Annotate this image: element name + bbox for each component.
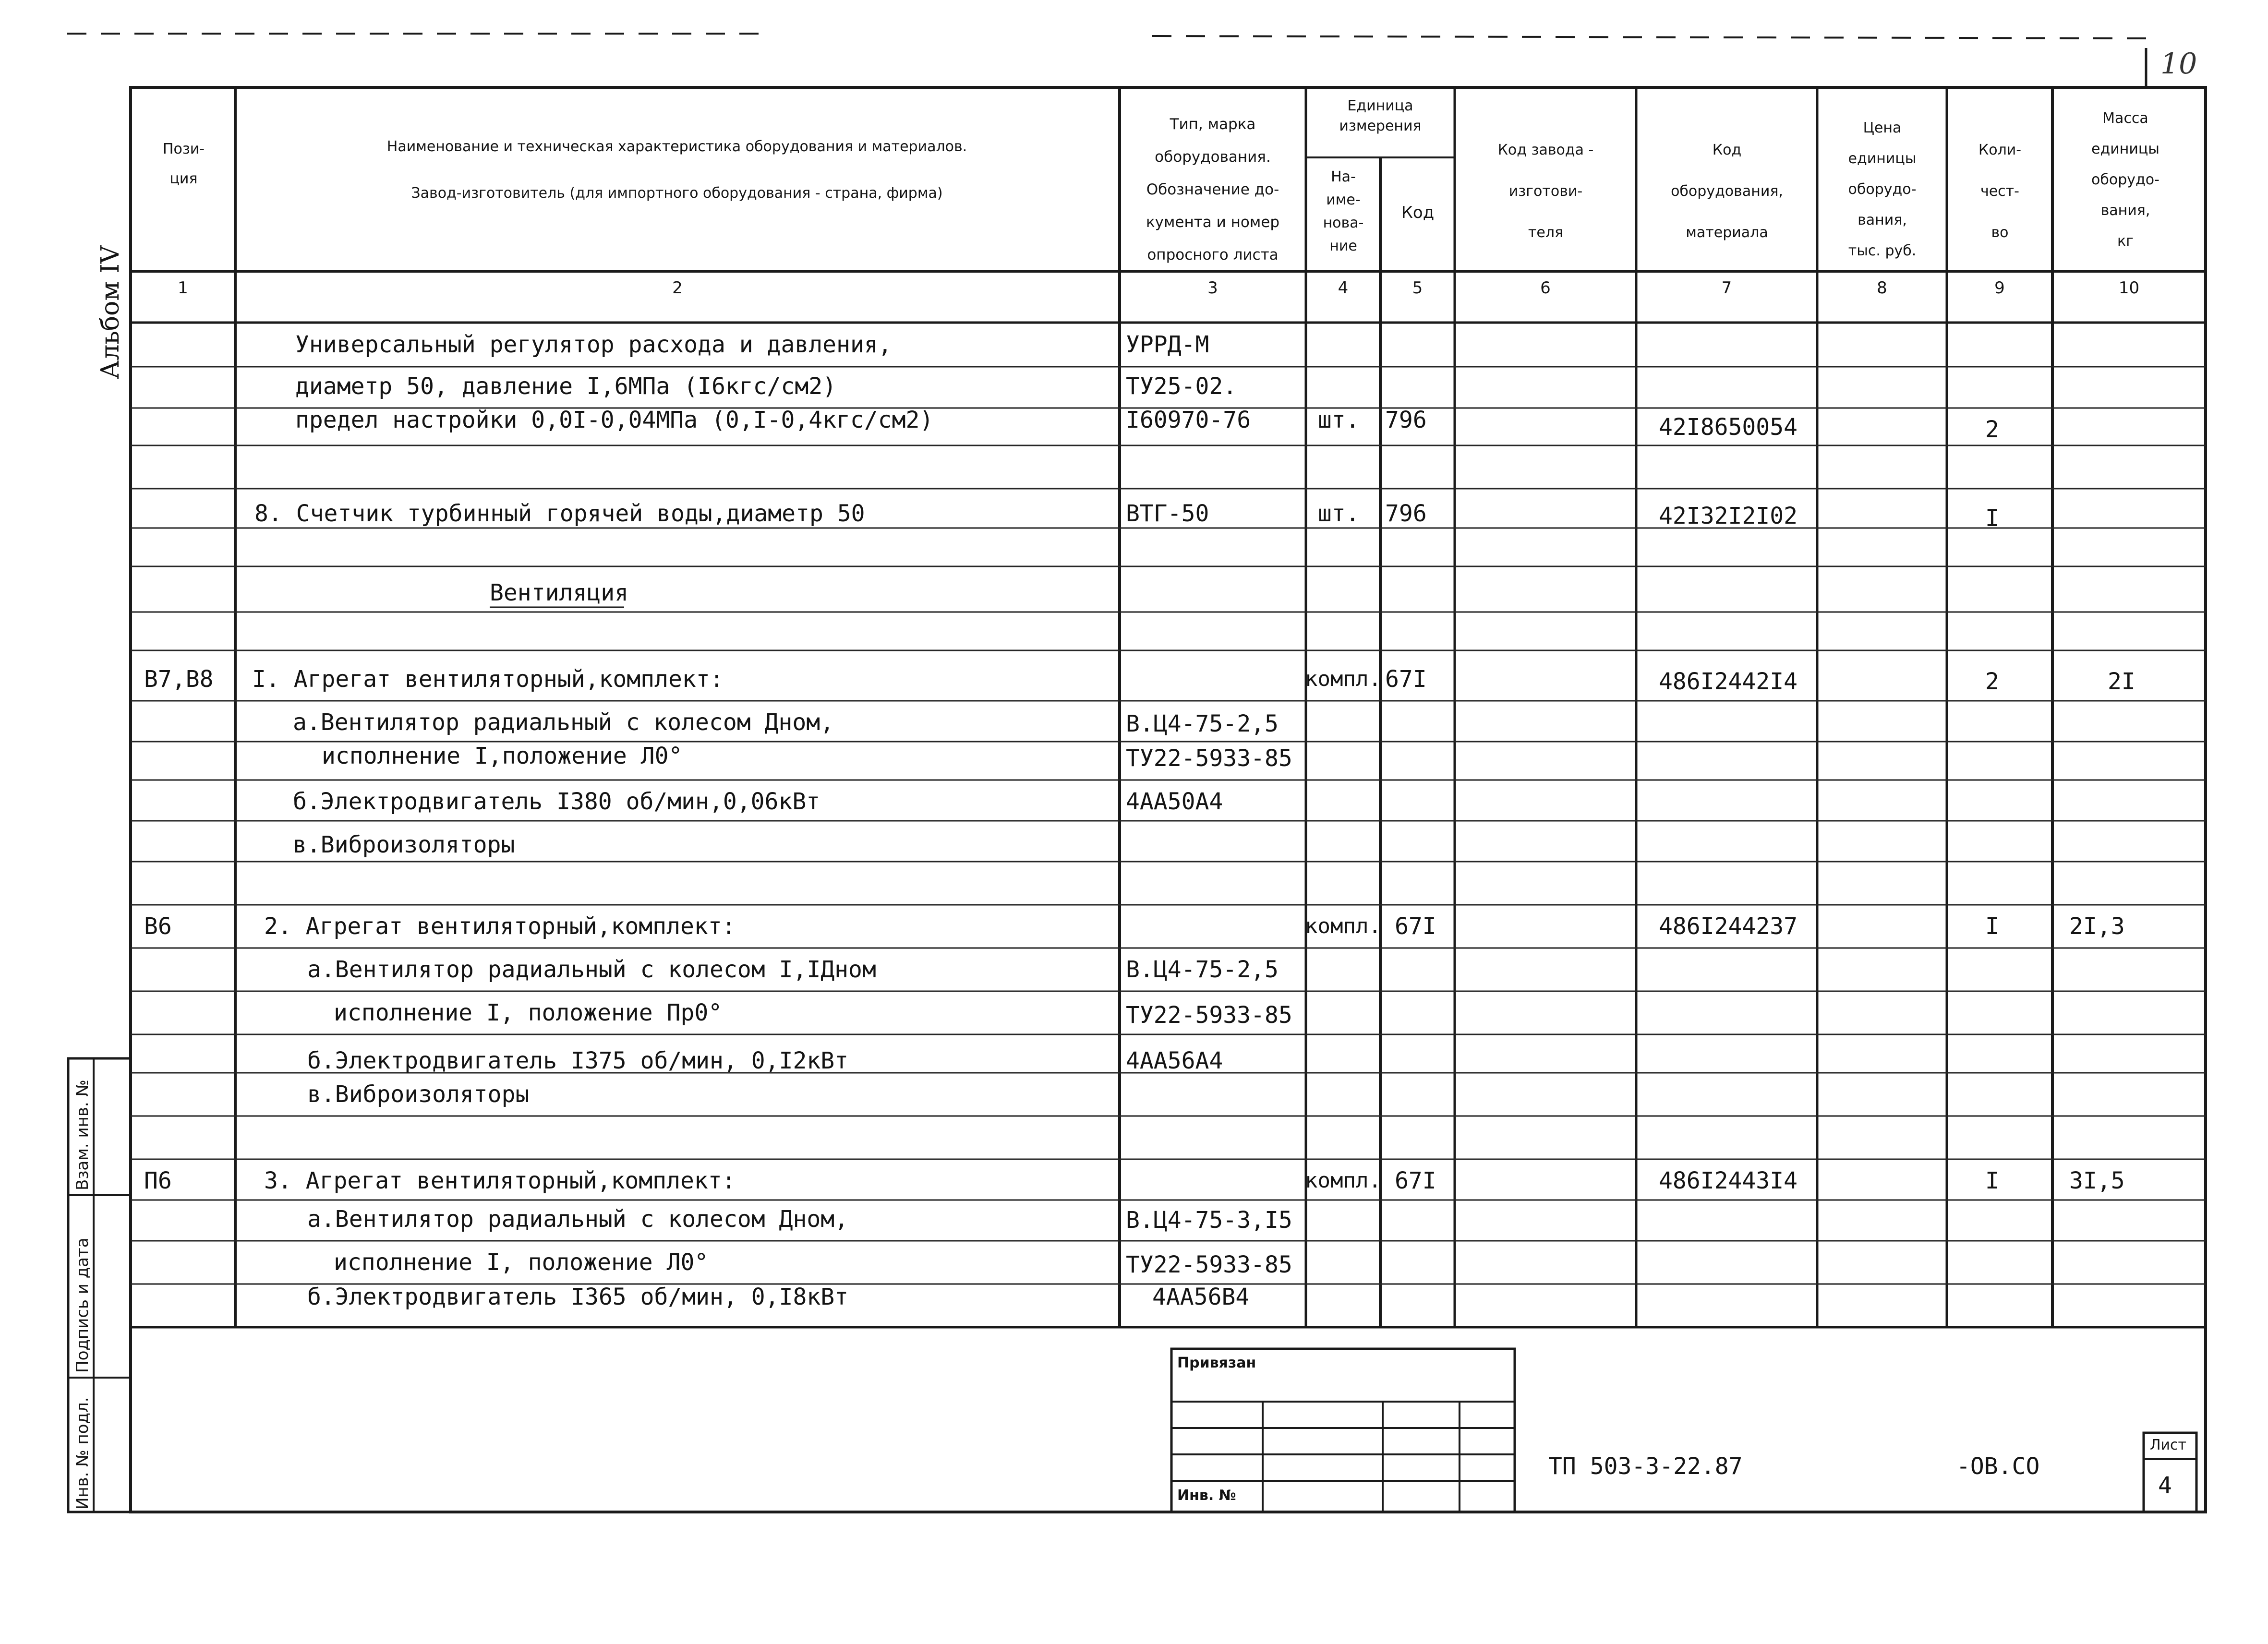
table-row-qty: 2 [1985,416,1999,443]
table-row-name: 8. Счетчик турбинный горячей воды,диаметр 50 [254,500,865,527]
section-heading-ventilation: Вентиляция [490,579,628,606]
title-privyazan: Привязан [1177,1355,1256,1371]
table-row-qty: I [1985,913,1999,940]
table-row-type: В.Ц4-75-2,5 [1126,710,1279,737]
sheet-number: 4 [2158,1472,2172,1499]
title-inv-no: Инв. № [1177,1487,1236,1504]
table-row-name: б.Электродвигатель I365 об/мин, 0,I8кВт [307,1284,849,1310]
column-number-8: 8 [1877,278,1887,298]
stamp-inv-podl: Инв. № подл. [73,1397,92,1510]
table-row-name: в.Виброизоляторы [307,1081,530,1108]
column-number-1: 1 [178,278,188,298]
header-position: Пози- ция [162,141,205,187]
document-code: ТП 503-3-22.87 [1548,1453,1743,1480]
header-unit-code: Код [1401,203,1435,222]
column-number-2: 2 [672,278,683,298]
table-row-name: исполнение I, положение Пр0° [334,999,723,1026]
column-number-10: 10 [2118,278,2140,298]
table-row-name: 3. Агрегат вентиляторный,комплект: [264,1167,736,1194]
header-unit-name: На- име- нова- ние [1323,168,1364,254]
table-row-name: исполнение I, положение Л0° [334,1249,709,1276]
table-row-position: П6 [144,1167,172,1194]
table-row-type: ТУ22-5933-85 [1126,1002,1292,1029]
table-row-equip: 486I244237 [1659,913,1798,940]
table-row-position: В6 [144,913,172,940]
header-price: Цена единицы оборудо- вания, тыс. руб. [1848,120,1917,259]
table-row-code: 796 [1385,500,1427,527]
table-row-name: Универсальный регулятор расхода и давления, [295,331,892,358]
table-row-code: 67I [1385,666,1427,693]
table-row-name: предел настройки 0,0I-0,04МПа (0,I-0,4кгс/см2) [295,407,934,433]
column-number-6: 6 [1540,278,1551,298]
table-row-name: исполнение I,положение Л0° [322,743,683,769]
table-row-name: б.Электродвигатель I380 об/мин,0,06кВт [293,788,820,815]
table-row-equip: 42I32I2I02 [1659,503,1798,529]
stamp-vzam-inv: Взам. инв. № [73,1080,92,1190]
table-row-equip: 42I8650054 [1659,414,1798,441]
column-number-3: 3 [1207,278,1218,298]
table-row-type: 4АА50А4 [1126,788,1223,815]
header-name: Наименование и техническая характеристика оборудования и материалов. [386,138,967,155]
page-number-handwritten: 10 [2160,47,2197,81]
table-row-name: а.Вентилятор радиальный с колесом Дном, [307,1206,849,1233]
table-row-type: ТУ25-02. [1126,373,1237,400]
table-row-equip: 486I2442I4 [1659,668,1798,695]
header-unit-group: Единица измерения [1339,97,1422,134]
table-row-qty: 2 [1985,668,1999,695]
header-mass: Масса единицы оборудо- вания, кг [2091,110,2159,250]
stamp-podpis-data: Подпись и дата [73,1237,92,1373]
header-type: Тип, марка оборудования. Обозначение до- кумента и номер опросного листа [1146,116,1280,264]
column-number-4: 4 [1338,278,1349,298]
table-row-unit: шт. [1318,500,1360,527]
table-row-type: ТУ22-5933-85 [1126,745,1292,772]
table-row-type: I60970-76 [1126,407,1251,433]
table-row-mass: 3I,5 [2069,1167,2125,1194]
table-row-type: УРРД-М [1126,331,1209,358]
header-manufacturer: Завод-изготовитель (для импортного оборудования - страна, фирма) [411,185,943,202]
table-row-name: диаметр 50, давление I,6МПа (I6кгс/см2) [295,373,837,400]
column-number-7: 7 [1721,278,1732,298]
table-row-name: а.Вентилятор радиальный с колесом Дном, [293,709,834,736]
table-row-code: 796 [1385,407,1427,433]
table-row-unit: компл. [1305,1168,1381,1193]
header-quantity: Коли- чест- во [1978,142,2022,241]
table-row-unit: компл. [1305,667,1381,691]
column-number-9: 9 [1994,278,2005,298]
table-row-type: В.Ц4-75-2,5 [1126,956,1279,983]
table-row-type: 4АА56В4 [1152,1284,1250,1310]
header-plant-code: Код завода - изготови- теля [1497,142,1594,241]
table-row-qty: I [1985,1167,1999,1194]
table-row-code: 67I [1395,913,1436,940]
table-row-code: 67I [1395,1167,1436,1194]
table-row-equip: 486I2443I4 [1659,1167,1798,1194]
table-row-unit: шт. [1318,407,1360,433]
table-row-name: б.Электродвигатель I375 об/мин, 0,I2кВт [307,1047,849,1074]
album-label: Альбом IV [96,245,125,379]
table-row-qty: I [1985,505,1999,532]
table-row-mass: 2I [2108,668,2135,695]
table-row-name: 2. Агрегат вентиляторный,комплект: [264,913,736,940]
column-number-5: 5 [1412,278,1423,298]
table-row-unit: компл. [1305,914,1381,938]
table-row-type: ТУ22-5933-85 [1126,1251,1292,1278]
document-code-suffix: -ОВ.СО [1956,1453,2040,1480]
table-row-name: а.Вентилятор радиальный с колесом I,IДном [307,956,876,983]
table-row-type: ВТГ-50 [1126,500,1209,527]
table-row-type: В.Ц4-75-3,I5 [1126,1207,1292,1234]
table-row-position: В7,В8 [144,666,214,693]
header-equipment-code: Код оборудования, материала [1671,142,1783,241]
sheet-label: Лист [2150,1437,2187,1453]
table-row-mass: 2I,3 [2069,913,2125,940]
table-row-type: 4АА56А4 [1126,1047,1223,1074]
table-row-name: в.Виброизоляторы [293,831,515,858]
table-row-name: I. Агрегат вентиляторный,комплект: [252,666,724,693]
